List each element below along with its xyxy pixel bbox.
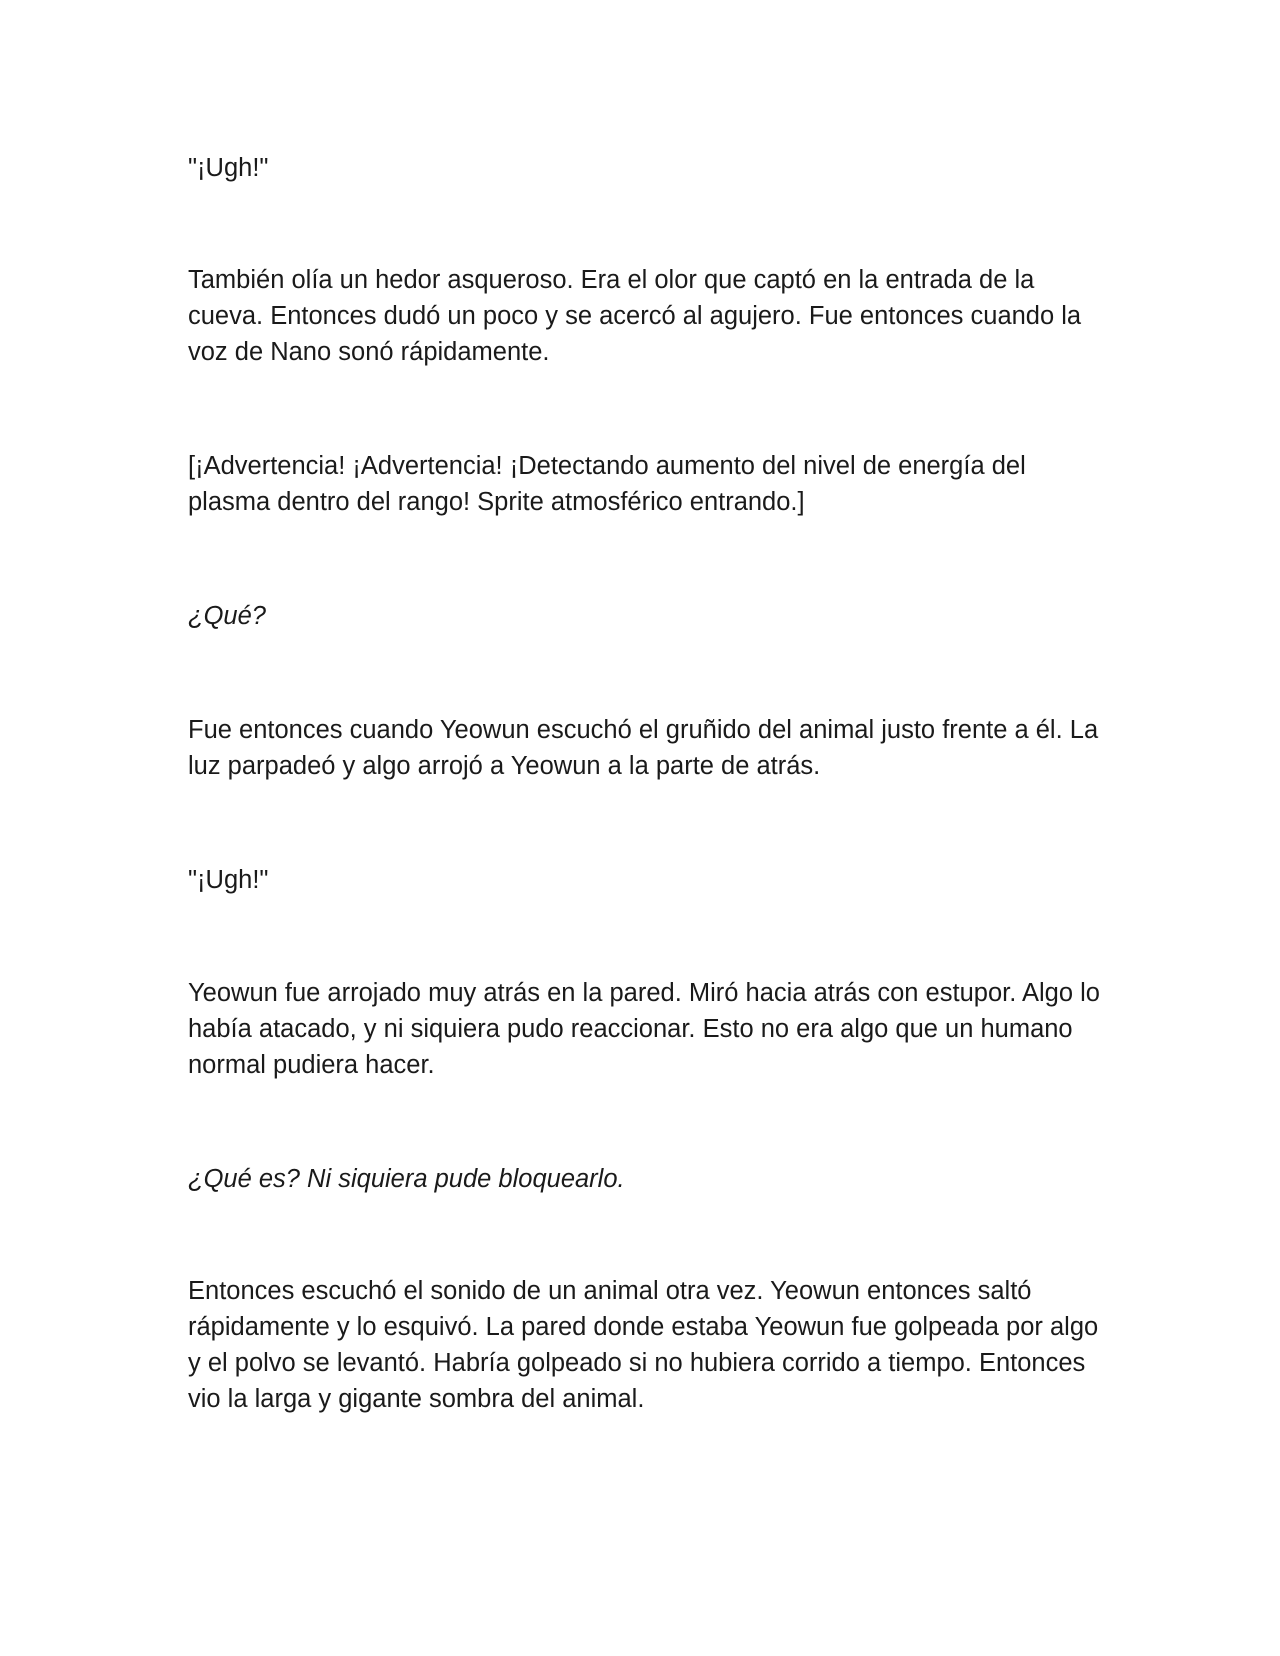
dialogue-ugh-2: "¡Ugh!" xyxy=(188,866,269,894)
paragraph-arrojado: Yeowun fue arrojado muy atrás en la pared. Miró hacia atrás con estupor. Algo lo había atacado, y ni siquiera pudo reaccionar. Esto no era algo que un humano normal pudiera hacer. xyxy=(188,979,1100,1079)
thought-que: ¿Qué? xyxy=(188,602,266,630)
paragraph-grunido: Fue entonces cuando Yeowun escuchó el gruñido del animal justo frente a él. La luz parpadeó y algo arrojó a Yeowun a la parte de atrás. xyxy=(188,716,1099,780)
thought-que-es: ¿Qué es? Ni siquiera pude bloquearlo. xyxy=(188,1165,625,1193)
dialogue-ugh-1: "¡Ugh!" xyxy=(188,154,269,182)
system-warning-message: [¡Advertencia! ¡Advertencia! ¡Detectando aumento del nivel de energía del plasma dentro del rango! Sprite atmosférico entrando.] xyxy=(188,452,1026,516)
paragraph-sombra: Entonces escuchó el sonido de un animal otra vez. Yeowun entonces saltó rápidamente y lo esquivó. La pared donde estaba Yeowun fue golpeada por algo y el polvo se levantó. Habría golpeado si no hubiera corrido a tiempo. Entonces vio la larga y gigante sombra del animal. xyxy=(188,1277,1099,1413)
paragraph-hedor: También olía un hedor asqueroso. Era el olor que captó en la entrada de la cueva. Entonces dudó un poco y se acercó al agujero. Fue entonces cuando la voz de Nano sonó rápidamente. xyxy=(188,266,1082,366)
